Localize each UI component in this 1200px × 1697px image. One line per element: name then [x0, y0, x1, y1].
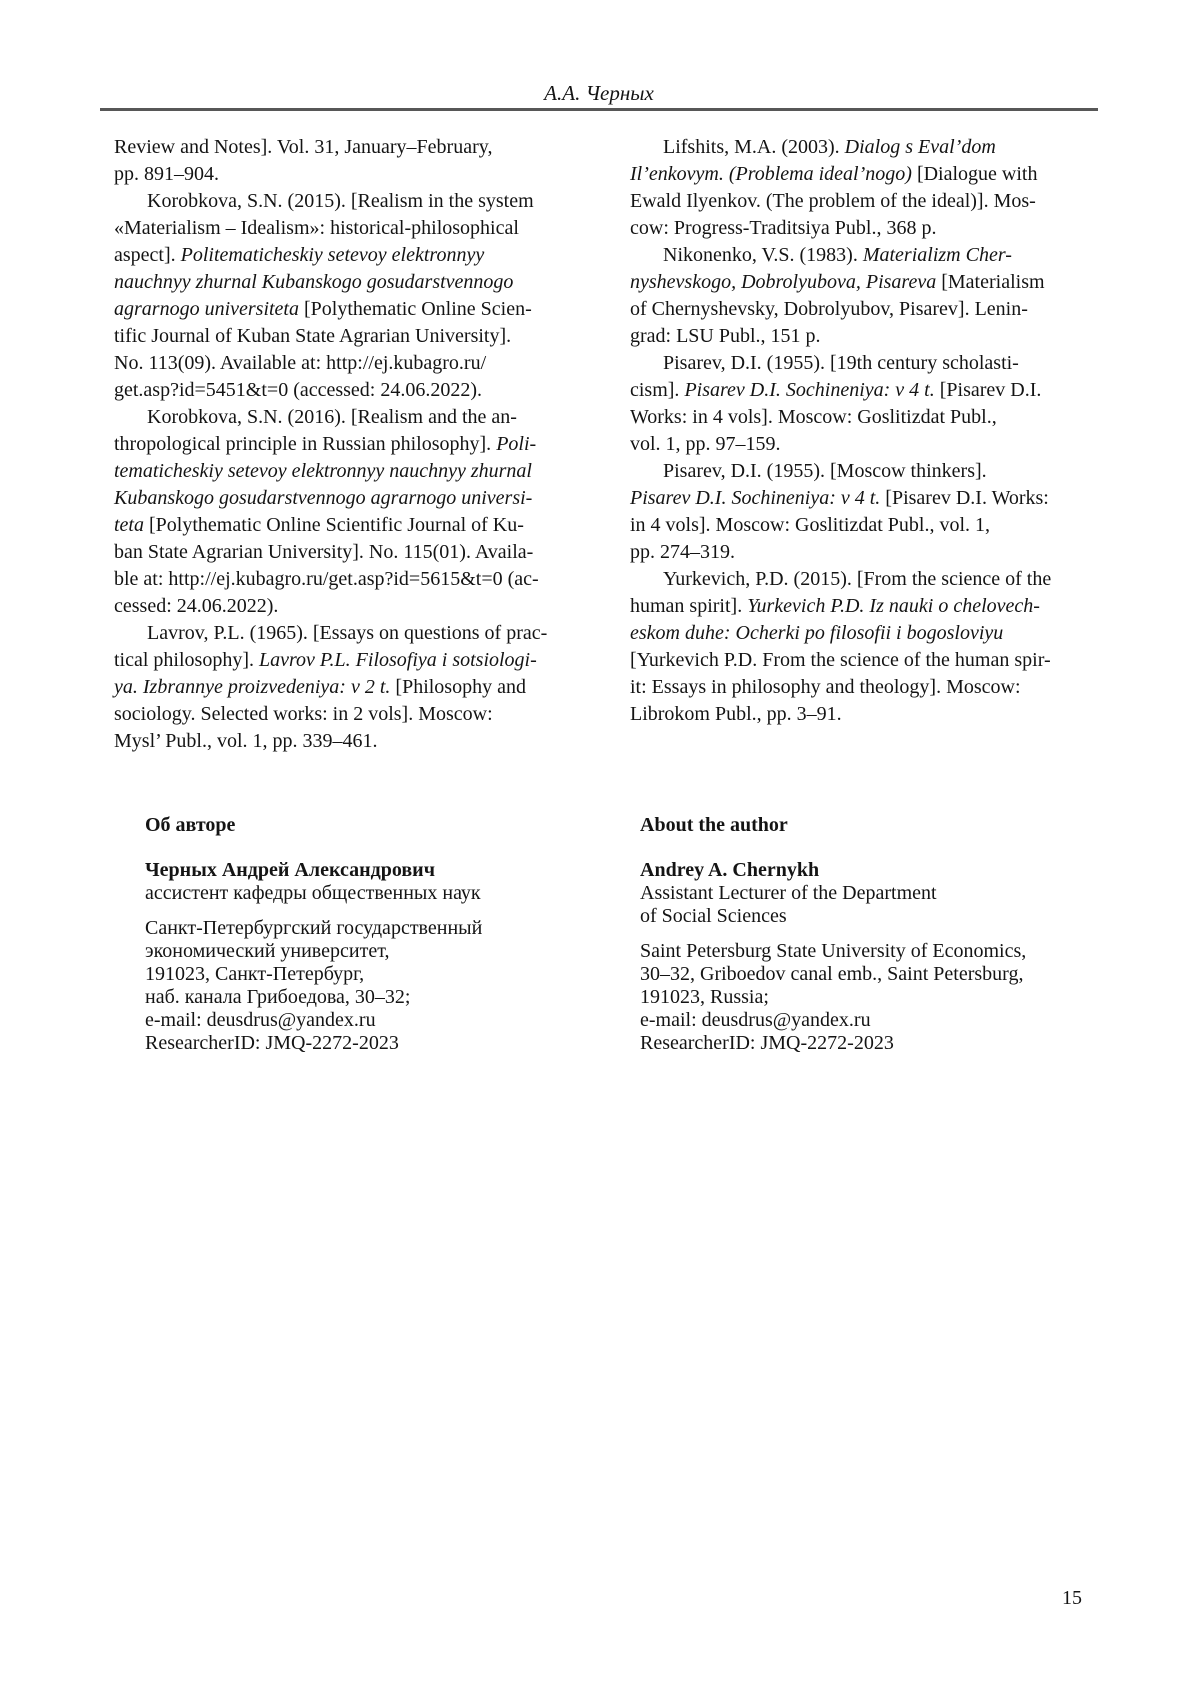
reference-line	[630, 620, 1082, 647]
reference-line	[630, 674, 1082, 701]
reference-entry	[114, 188, 556, 404]
reference-italic-text: Kubanskogo gosudarstvennogo agrarnogo universi-	[114, 487, 533, 509]
reference-italic-text: Poli-	[496, 433, 537, 455]
about-author-heading-ru: Об авторе	[145, 814, 236, 836]
page-number: 15	[1062, 1587, 1082, 1609]
reference-text: grad: LSU Publ., 151 p.	[630, 325, 821, 347]
reference-italic-text: Yurkevich P.D. Iz nauki o chelovech-	[747, 595, 1040, 617]
reference-line	[630, 701, 1082, 728]
references-column-left	[114, 134, 556, 755]
reference-text: [Pisarev D.I. Works:	[880, 487, 1049, 509]
author-name-en: Andrey A. Chernykh	[640, 859, 820, 881]
reference-line	[114, 404, 556, 431]
reference-text: it: Essays in philosophy and theology]. Moscow:	[630, 676, 1021, 698]
reference-italic-text: Pisarev D.I. Sochineniya: v 4 t.	[684, 379, 935, 401]
author-affiliation-line: наб. канала Грибоедова, 30–32;	[145, 986, 411, 1008]
reference-line	[114, 377, 556, 404]
reference-entry	[630, 134, 1082, 242]
author-affiliation-en	[640, 940, 1105, 1055]
author-role-en	[640, 882, 1105, 928]
reference-text: cism].	[630, 379, 685, 401]
author-role-line: Assistant Lecturer of the Department	[640, 882, 937, 904]
reference-line	[630, 215, 1082, 242]
reference-line	[114, 350, 556, 377]
reference-text: Mysl’ Publ., vol. 1, pp. 339–461.	[114, 730, 378, 752]
author-affiliation-line: Saint Petersburg State University of Economics,	[640, 940, 1027, 962]
reference-line	[630, 296, 1082, 323]
reference-text: [Yurkevich P.D. From the science of the human spir-	[630, 649, 1051, 671]
reference-text: [Polythematic Online Scientific Journal of Ku-	[144, 514, 524, 536]
reference-italic-text: Pisarev D.I. Sochineniya: v 4 t.	[630, 487, 881, 509]
reference-text: human spirit].	[630, 595, 748, 617]
reference-line	[114, 188, 556, 215]
reference-text: «Materialism – Idealism»: historical-philosophical	[114, 217, 519, 239]
reference-text: cow: Progress-Traditsiya Publ., 368 p.	[630, 217, 937, 239]
reference-line	[630, 350, 1082, 377]
reference-line	[114, 458, 556, 485]
reference-text: [Polythematic Online Scien-	[299, 298, 532, 320]
reference-italic-text: Il’enkovym. (Problema ideal’nogo)	[630, 163, 912, 185]
reference-entry	[114, 620, 556, 755]
reference-italic-text: Materializm Cher-	[862, 244, 1012, 266]
author-affiliation-ru	[145, 917, 590, 1055]
reference-text: Yurkevich, P.D. (2015). [From the science of the	[663, 568, 1052, 590]
reference-text: ble at: http://ej.kubagro.ru/get.asp?id=5615&t=0 (ac-	[114, 568, 539, 590]
reference-text: Works: in 4 vols]. Moscow: Goslitizdat Publ.,	[630, 406, 997, 428]
reference-line	[630, 377, 1082, 404]
reference-line	[114, 593, 556, 620]
reference-line	[114, 728, 556, 755]
reference-line	[114, 674, 556, 701]
reference-text: pp. 274–319.	[630, 541, 735, 563]
reference-text: cessed: 24.06.2022).	[114, 595, 279, 617]
reference-text: vol. 1, pp. 97–159.	[630, 433, 781, 455]
header-rule	[100, 108, 1098, 111]
reference-italic-text: Lavrov P.L. Filosofiya i sotsiologi-	[258, 649, 537, 671]
reference-entry	[630, 566, 1082, 728]
reference-line	[630, 485, 1082, 512]
reference-italic-text: ya. Izbrannye proizvedeniya: v 2 t.	[114, 676, 391, 698]
reference-italic-text: Dialog s Eval’dom	[844, 136, 996, 158]
reference-italic-text: tematicheskiy setevoy elektronnyy nauchnyy zhurnal	[114, 460, 532, 482]
reference-text: Lifshits, M.A. (2003).	[663, 136, 845, 158]
reference-entry	[630, 350, 1082, 458]
reference-text: in 4 vols]. Moscow: Goslitizdat Publ., vol. 1,	[630, 514, 990, 536]
reference-text: [Dialogue with	[911, 163, 1038, 185]
author-name-ru: Черных Андрей Александрович	[145, 859, 435, 881]
reference-entry	[630, 458, 1082, 566]
references-column-right	[630, 134, 1082, 728]
reference-line	[630, 647, 1082, 674]
reference-text: aspect].	[114, 244, 181, 266]
reference-italic-text: Politematicheskiy setevoy elektronnyy	[180, 244, 485, 266]
reference-line	[114, 161, 556, 188]
reference-line	[114, 242, 556, 269]
author-affiliation-line: ResearcherID: JMQ-2272-2023	[145, 1032, 399, 1054]
reference-line	[114, 296, 556, 323]
reference-text: [Materialism	[936, 271, 1045, 293]
reference-line	[114, 620, 556, 647]
reference-text: of Chernyshevsky, Dobrolyubov, Pisarev]. Lenin-	[630, 298, 1028, 320]
about-author-section-ru	[145, 812, 590, 1055]
reference-line	[114, 647, 556, 674]
reference-text: [Philosophy and	[390, 676, 526, 698]
reference-line	[630, 242, 1082, 269]
reference-line	[114, 485, 556, 512]
author-affiliation-line: 191023, Russia;	[640, 986, 769, 1008]
reference-line	[630, 161, 1082, 188]
reference-italic-text: nauchnyy zhurnal Kubanskogo gosudarstvennogo	[114, 271, 514, 293]
author-affiliation-line: Санкт-Петербургский государственный	[145, 917, 483, 939]
reference-line	[630, 458, 1082, 485]
reference-line	[114, 215, 556, 242]
reference-line	[630, 188, 1082, 215]
reference-line	[114, 323, 556, 350]
reference-text: pp. 891–904.	[114, 163, 219, 185]
reference-text: Nikonenko, V.S. (1983).	[663, 244, 863, 266]
reference-italic-text: nyshevskogo, Dobrolyubova, Pisareva	[630, 271, 937, 293]
author-affiliation-line: e-mail: deusdrus@yandex.ru	[640, 1009, 871, 1031]
author-affiliation-line: ResearcherID: JMQ-2272-2023	[640, 1032, 894, 1054]
reference-line	[114, 566, 556, 593]
author-role-ru	[145, 882, 590, 905]
reference-line	[630, 404, 1082, 431]
author-affiliation-line: экономический университет,	[145, 940, 390, 962]
reference-text: Lavrov, P.L. (1965). [Essays on questions of prac-	[147, 622, 548, 644]
reference-line	[630, 593, 1082, 620]
reference-line	[114, 269, 556, 296]
reference-line	[114, 431, 556, 458]
reference-text: No. 113(09). Available at: http://ej.kubagro.ru/	[114, 352, 487, 374]
reference-line	[630, 539, 1082, 566]
reference-text: sociology. Selected works: in 2 vols]. Moscow:	[114, 703, 493, 725]
reference-text: [Pisarev D.I.	[934, 379, 1042, 401]
author-role-line: of Social Sciences	[640, 905, 787, 927]
reference-line	[630, 269, 1082, 296]
author-affiliation-line: 191023, Санкт-Петербург,	[145, 963, 365, 985]
reference-text: ban State Agrarian University]. No. 115(01). Availa-	[114, 541, 534, 563]
reference-text: Review and Notes]. Vol. 31, January–February,	[114, 136, 493, 158]
reference-line	[630, 566, 1082, 593]
reference-line	[114, 701, 556, 728]
reference-line	[630, 134, 1082, 161]
reference-line	[630, 323, 1082, 350]
reference-entry	[114, 404, 556, 620]
reference-italic-text: teta	[114, 514, 144, 536]
reference-line	[114, 539, 556, 566]
reference-text: Korobkova, S.N. (2015). [Realism in the system	[147, 190, 534, 212]
reference-text: Pisarev, D.I. (1955). [Moscow thinkers].	[663, 460, 987, 482]
reference-text: Ewald Ilyenkov. (The problem of the ideal)]. Mos-	[630, 190, 1036, 212]
reference-entry	[630, 242, 1082, 350]
reference-text: Pisarev, D.I. (1955). [19th century scholasti-	[663, 352, 1019, 374]
author-affiliation-line: e-mail: deusdrus@yandex.ru	[145, 1009, 376, 1031]
reference-italic-text: agrarnogo universiteta	[114, 298, 299, 320]
reference-text: tical philosophy].	[114, 649, 259, 671]
reference-line	[630, 512, 1082, 539]
reference-text: thropological principle in Russian philosophy].	[114, 433, 497, 455]
reference-text: Librokom Publ., pp. 3–91.	[630, 703, 842, 725]
author-role-line: ассистент кафедры общественных наук	[145, 882, 481, 904]
reference-entry	[114, 134, 556, 188]
running-header: А.А. Черных	[544, 81, 654, 105]
reference-text: Korobkova, S.N. (2016). [Realism and the an-	[147, 406, 517, 428]
reference-line	[630, 431, 1082, 458]
about-author-section-en	[640, 812, 1105, 1055]
author-affiliation-line: 30–32, Griboedov canal emb., Saint Petersburg,	[640, 963, 1024, 985]
reference-line	[114, 512, 556, 539]
reference-line	[114, 134, 556, 161]
reference-italic-text: eskom duhe: Ocherki po filosofii i bogosloviyu	[630, 622, 1004, 644]
reference-text: get.asp?id=5451&t=0 (accessed: 24.06.2022).	[114, 379, 483, 401]
reference-text: tific Journal of Kuban State Agrarian University].	[114, 325, 512, 347]
about-author-heading-en: About the author	[640, 814, 788, 836]
